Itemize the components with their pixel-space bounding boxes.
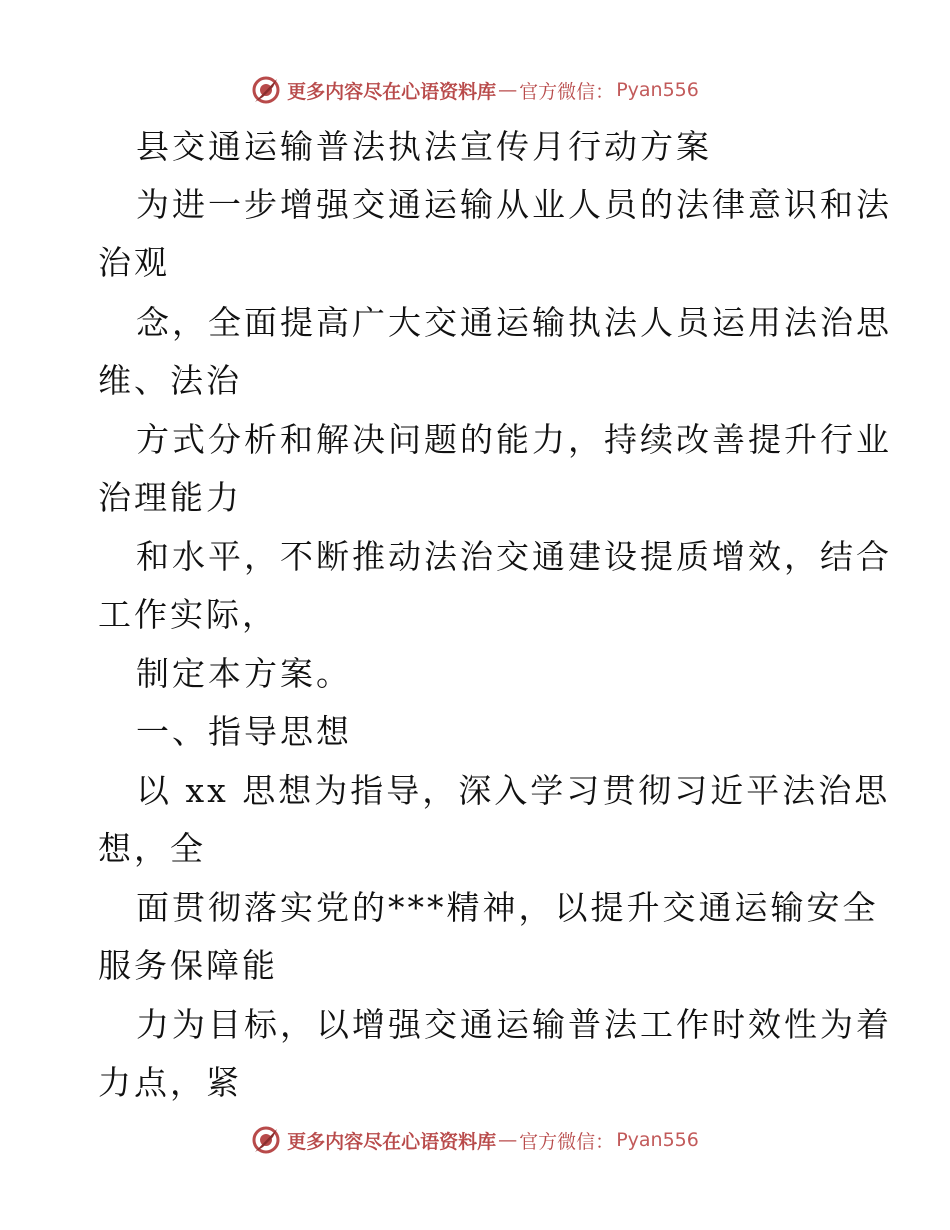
paragraph-line: 服务保障能 <box>98 946 278 985</box>
quill-pen-seal-icon <box>251 1125 281 1155</box>
paragraph-line: 力点，紧 <box>98 1063 242 1102</box>
paragraph-line: 制定本方案。 <box>136 654 352 693</box>
watermark-header <box>0 70 950 110</box>
watermark-brand-text: 更多内容尽在心语资料库 <box>287 1130 497 1153</box>
paragraph-line: 治理能力 <box>98 478 242 517</box>
paragraph-line: 治观 <box>98 243 170 282</box>
watermark-dash: — <box>498 1129 518 1151</box>
watermark-brand-text: 更多内容尽在心语资料库 <box>287 80 497 103</box>
paragraph-line: 维、法治 <box>98 361 242 400</box>
paragraph-line: 想，全 <box>98 829 206 868</box>
paragraph-line: 工作实际， <box>98 595 278 634</box>
watermark-wechat-id: Pyan556 <box>616 1129 699 1151</box>
document-title: 县交通运输普法执法宣传月行动方案 <box>136 127 712 166</box>
watermark-wechat-label: 官方微信： <box>519 1130 615 1153</box>
quill-pen-seal-icon <box>251 75 281 105</box>
watermark-dash: — <box>498 79 518 101</box>
paragraph-line: 力为目标，以增强交通运输普法工作时效性为着 <box>136 1005 892 1044</box>
watermark-footer <box>0 1120 950 1160</box>
paragraph-line: 以 xx 思想为指导，深入学习贯彻习近平法治思 <box>136 771 891 810</box>
watermark-wechat-label: 官方微信： <box>519 80 615 103</box>
paragraph-line: 和水平，不断推动法治交通建设提质增效，结合 <box>136 537 892 576</box>
paragraph-line: 面贯彻落实党的***精神，以提升交通运输安全 <box>136 888 879 927</box>
watermark-wechat-id: Pyan556 <box>616 79 699 101</box>
paragraph-line: 念，全面提高广大交通运输执法人员运用法治思 <box>136 303 892 342</box>
section-heading: 一、指导思想 <box>136 712 352 751</box>
paragraph-line: 为进一步增强交通运输从业人员的法律意识和法 <box>136 185 892 224</box>
paragraph-line: 方式分析和解决问题的能力，持续改善提升行业 <box>136 420 892 459</box>
